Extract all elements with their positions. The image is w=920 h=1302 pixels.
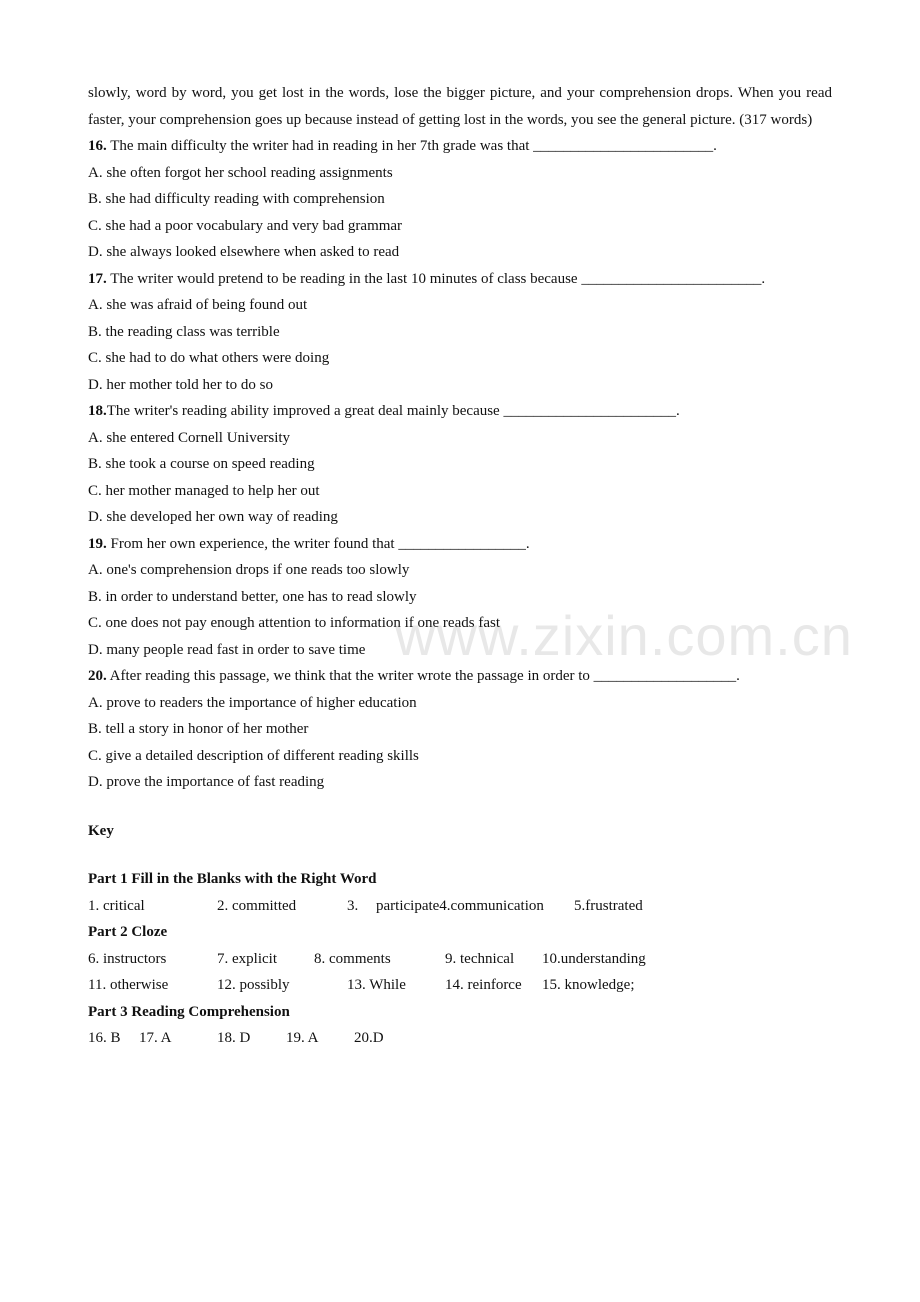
- part1-heading: Part 1 Fill in the Blanks with the Right Word: [88, 871, 377, 887]
- question-17: [88, 266, 832, 399]
- answer: 13. While: [347, 977, 406, 993]
- answer: 7. explicit: [217, 950, 277, 967]
- passage-ending: slowly, word by word, you get lost in the words, lose the bigger picture, and your comprehension drops. When you read faster, your comprehension goes up because instead of getting lost in the words, you see the general picture. (317 words): [88, 85, 832, 128]
- answer: 5.frustrated: [574, 897, 643, 914]
- option-d: D. many people read fast in order to save time: [88, 641, 366, 658]
- question-20: [88, 663, 832, 796]
- option-c: C. she had a poor vocabulary and very bad grammar: [88, 217, 403, 234]
- answer: 20.D: [354, 1030, 384, 1046]
- option-a: A. she was afraid of being found out: [88, 297, 308, 313]
- question-number: 16.: [88, 138, 107, 154]
- answer: 9. technical: [445, 950, 515, 967]
- option-a: A. she entered Cornell University: [88, 429, 291, 446]
- part3-answers: [88, 1025, 832, 1052]
- option-a: A. she often forgot her school reading assignments: [88, 164, 393, 181]
- option-c: C. her mother managed to help her out: [88, 482, 320, 499]
- key-heading: Key: [88, 822, 114, 839]
- answer: 6. instructors: [88, 950, 167, 967]
- option-d: D. she developed her own way of reading: [88, 509, 338, 525]
- answer: 11. otherwise: [88, 977, 169, 993]
- question-number: 19.: [88, 535, 107, 552]
- answer: participate4.communication: [376, 897, 544, 914]
- question-stem: From her own experience, the writer found that _________________.: [106, 535, 530, 552]
- question-stem: The main difficulty the writer had in reading in her 7th grade was that ________________________.: [106, 138, 717, 154]
- part1-answers: [88, 893, 832, 920]
- option-b: B. the reading class was terrible: [88, 323, 280, 340]
- question-number: 18.: [88, 403, 107, 419]
- watermark: www.zixin.com.cn: [395, 604, 853, 667]
- question-stem: After reading this passage, we think that the writer wrote the passage in order to ___________________.: [106, 668, 740, 684]
- question-16: [88, 133, 832, 266]
- answer: 2. committed: [217, 897, 297, 914]
- document-page: [88, 80, 832, 1052]
- option-c: C. one does not pay enough attention to information if one reads fast: [88, 615, 500, 631]
- option-d: D. she always looked elsewhere when asked to read: [88, 244, 400, 260]
- question-number: 17.: [88, 270, 107, 287]
- question-stem: The writer's reading ability improved a great deal mainly because _______________________.: [106, 403, 680, 419]
- answer: 10.understanding: [542, 950, 646, 967]
- answer: 8. comments: [314, 950, 391, 967]
- answer: 19. A: [286, 1030, 319, 1046]
- answer: 16. B: [88, 1030, 121, 1046]
- answer: 14. reinforce: [445, 977, 522, 993]
- option-d: D. prove the importance of fast reading: [88, 774, 325, 790]
- answer: 1. critical: [88, 897, 145, 914]
- question-19: [88, 531, 832, 664]
- answer: 12. possibly: [217, 977, 290, 993]
- answer: 3.: [347, 897, 359, 914]
- option-a: A. prove to readers the importance of higher education: [88, 694, 417, 711]
- part2-answers-row2: [88, 972, 832, 999]
- option-b: B. in order to understand better, one has to read slowly: [88, 588, 417, 605]
- question-18: [88, 398, 832, 531]
- part2-heading: Part 2 Cloze: [88, 924, 168, 940]
- answer: 17. A: [139, 1030, 172, 1046]
- answer: 15. knowledge;: [542, 977, 635, 993]
- question-stem: The writer would pretend to be reading in the last 10 minutes of class because ________________________.: [106, 270, 766, 287]
- option-a: A. one's comprehension drops if one reads too slowly: [88, 562, 410, 578]
- part3-heading: Part 3 Reading Comprehension: [88, 1003, 290, 1020]
- part2-answers-row1: [88, 946, 832, 973]
- answer: 18. D: [217, 1030, 251, 1046]
- option-b: B. tell a story in honor of her mother: [88, 721, 309, 737]
- option-b: B. she took a course on speed reading: [88, 456, 315, 472]
- option-d: D. her mother told her to do so: [88, 376, 273, 393]
- option-c: C. give a detailed description of different reading skills: [88, 747, 419, 764]
- option-c: C. she had to do what others were doing: [88, 350, 330, 366]
- question-number: 20.: [88, 668, 107, 684]
- option-b: B. she had difficulty reading with comprehension: [88, 191, 385, 207]
